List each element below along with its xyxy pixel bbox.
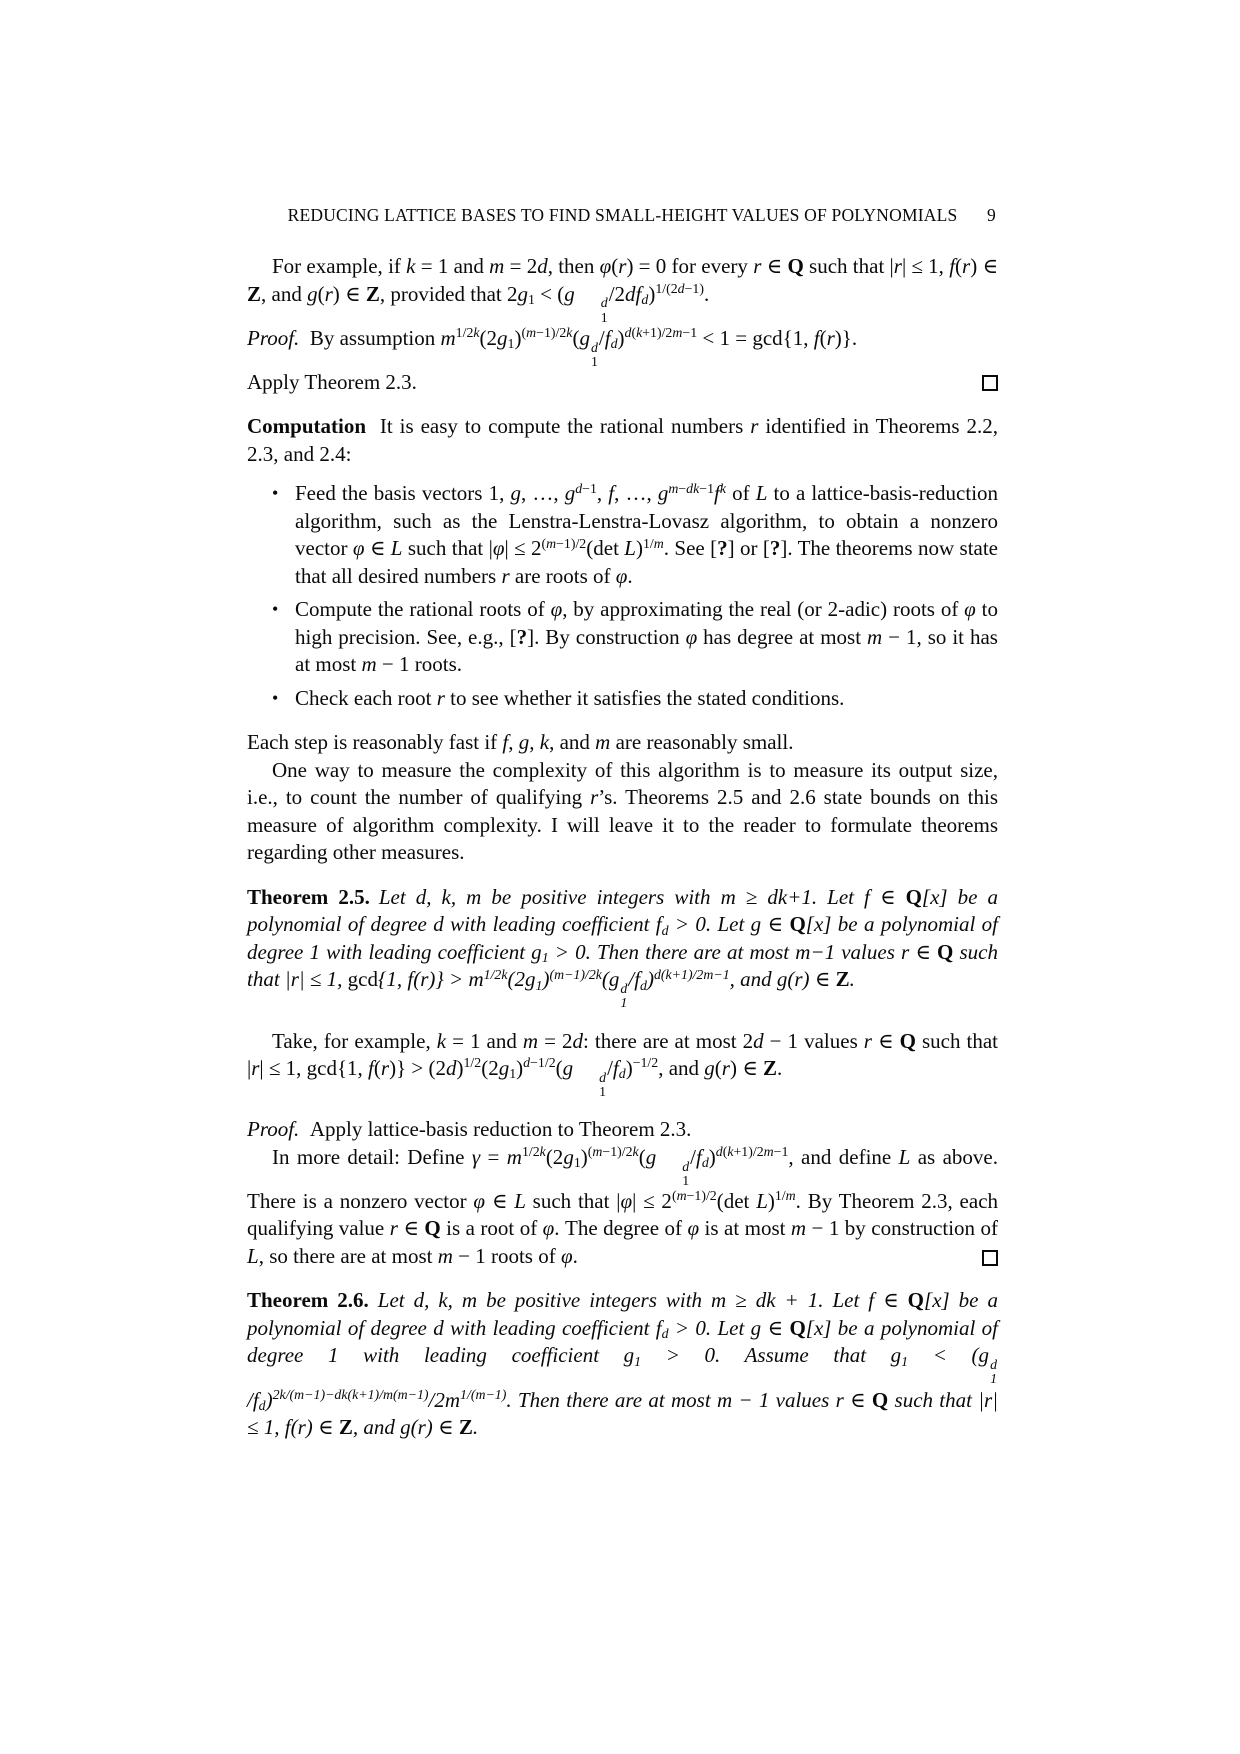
- proof-assumption-text: Proof. By assumption $m^{1/2k}(2g_1)^{(m-1)/2k}(g$ d 1 $/f_d)^{d(k+1)/2m-1} < 1 = \gcd\{1$, f(r)}.: [247, 325, 858, 369]
- theorem-2-5-body: Let d, k, m be positive integers with m ≥ dk+1. Let f ∈ Q[x] be a polynomial of degree d with leading coefficient $f_d > 0$. Let g ∈ Q[x] be a polynomial of degree 1 with leading coefficient $g_1 > 0$. Then there are at most m−1 values r ∈ Q such that |r| ≤ 1, gcd{1, $f(r)\} > m^{1/2k}(2g_1)^{(m-1)/2k}(g$ d 1 $/f_d)^{d(k+1)/2m-1}$, and g(r) ∈ Z.: [247, 884, 999, 1011]
- qed-box-icon: [982, 375, 998, 391]
- each-step-text: Each step is reasonably fast if f, g, k, and m are reasonably small.: [247, 730, 794, 755]
- proof-detail-text: In more detail: Define $\gamma = m^{1/2k}(2g_1)^{(m-1)/2k}(g$ d 1 $/f_d)^{d(k+1)/2m-1}$, and define L as above. There is a nonzero vector φ ∈ L such that $|\varphi| \le 2^{(m-1)/2}(\det$ L)$^{1/m}$. By Theorem 2.3, each qualifying value r ∈ Q is a root of φ. The degree of φ is at most m − 1 by construction of L, so there are at most m − 1 roots of φ.: [247, 1144, 999, 1268]
- running-title: REDUCING LATTICE BASES TO FIND SMALL-HEIGHT VALUES OF POLYNOMIALS: [287, 205, 958, 225]
- list-item-check-roots: • Check each root r to see whether it satisfies the stated conditions.: [295, 685, 998, 713]
- page-header: [247, 205, 998, 225]
- page-number: 9: [987, 205, 996, 225]
- theorem-2-6-body: Let d, k, m be positive integers with m ≥ dk + 1. Let f ∈ Q[x] be a polynomial of degree d with leading coefficient $f_d > 0$. Let g ∈ Q[x] be a polynomial of degree 1 with leading coefficient $g_1 > 0$. Assume that $g_1 < (g$ d 1 $/f_d)^{2k/(m-1)-dk(k+1)/m(m-1)}/2m^{1/(m-1)}$. Then there are at most m − 1 values r ∈ Q such that |r| ≤ 1, f(r) ∈ Z, and g(r) ∈ Z.: [247, 1288, 998, 1440]
- proof-detail-paragraph: [247, 1144, 998, 1271]
- algorithm-steps-list: [247, 480, 998, 712]
- computation-paragraph: Computation It is easy to compute the rational numbers r identified in Theorems 2.2, 2.3, and 2.4:: [247, 414, 998, 466]
- proof-of-theorem-2-5: [247, 1116, 998, 1270]
- theorem-2-6-label: Theorem 2.6.: [247, 1288, 369, 1313]
- complexity-discussion: [247, 729, 998, 867]
- text-column: [247, 205, 998, 1442]
- theorem-2-5: [247, 884, 998, 1011]
- list-item-feed-basis: • Feed the basis vectors 1, g, …, $g^{d-1}$, f, …, $g^{m-dk-1}f^k$ of L to a lattice-basis-reduction algorithm, such as the Lenstra-Lenstra-Lovasz algorithm, to obtain a nonzero vector φ ∈ L such that $|\varphi| \le 2^{(m-1)/2}(\det$ L)$^{1/m}$. See [?] or [?]. The theorems now state that all desired numbers r are roots of φ.: [295, 480, 998, 590]
- proof-of-corollary: [247, 325, 998, 397]
- paragraph-take-example: Take, for example, k = 1 and m = 2d: there are at most 2d − 1 values r ∈ Q such that |r| ≤ 1, gcd{1, $f(r)\} > (2d)^{1/2}(2g_1)^{d-1/2}(g$ d 1 $/f_d)^{-1/2}$, and g(r) ∈ Z.: [247, 1028, 999, 1100]
- qed-box-icon: [982, 1250, 998, 1266]
- theorem-2-5-label: Theorem 2.5.: [247, 884, 370, 909]
- proof-intro-text: Proof. Apply lattice-basis reduction to Theorem 2.3.: [247, 1117, 692, 1142]
- theorem-2-6: [247, 1287, 998, 1441]
- paragraph-for-example: For example, if k = 1 and m = 2d, then φ(r) = 0 for every r ∈ Q such that |r| ≤ 1, f(r) ∈ Z, and g(r) ∈ Z, provided that $2g_1 < (g$ d 1 $/2df_d)^{1/(2d-1)}$.: [247, 254, 999, 325]
- proof-last-line: [247, 369, 998, 397]
- one-way-text: One way to measure the complexity of this algorithm is to measure its output size, i.e., to count the number of qualifying r’s. Theorems 2.5 and 2.6 state bounds on this measure of algorithm complexity. I will leave it to the reader to formulate theorems regarding other measures.: [247, 757, 998, 865]
- proof-apply-text: Apply Theorem 2.3.: [247, 369, 417, 394]
- list-item-compute-roots: • Compute the rational roots of φ, by approximating the real (or 2-adic) roots of φ to high precision. See, e.g., [?]. By construction φ has degree at most m − 1, so it has at most m − 1 roots.: [295, 596, 998, 679]
